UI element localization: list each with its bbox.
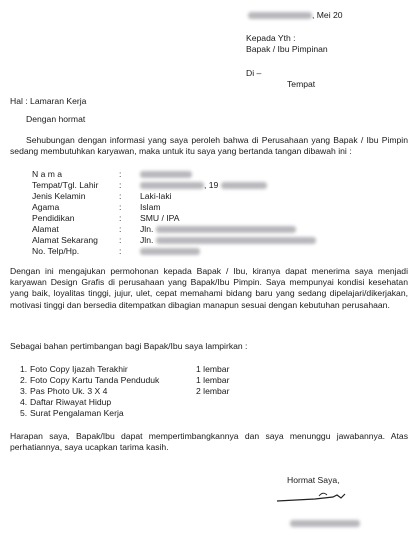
field-value-nama [140, 169, 192, 180]
intro-paragraph: Sehubungan dengan informasi yang saya peroleh bahwa di Perusahaan yang Bapak / Ibu Pimpin sedang membutuhkan karyawan, maka untuk itu saya yang bertanda tangan dibawah ini : [10, 135, 408, 157]
field-colon: : [119, 191, 122, 201]
recipient-di: Di – [246, 68, 262, 78]
field-colon: : [119, 202, 122, 212]
body-paragraph: Dengan ini mengajukan permohonan kepada Bapak / Ibu, kiranya dapat menerima saya menjadi karyawan Design Grafis di perusahaan yang Bapak/Ibu Pimpin. Saya mempunyai kondisi kesehatan yang baik, loyalitas tinggi, jujur, ulet, cepat memahami bidang baru yang sedang dipelajari/dikerjakan, motivasi tinggi dan bersedia ditempatkan dibagian manapun sesuai dengan kebutuhan perusahaan. [10, 266, 408, 310]
field-colon: : [119, 180, 122, 190]
field-colon: : [119, 235, 122, 245]
field-value-alamat-sekarang: Jln. [140, 235, 316, 246]
field-label: Agama [32, 202, 60, 212]
field-label: Tempat/Tgl. Lahir [32, 180, 99, 190]
field-label: Alamat [32, 224, 59, 234]
redacted-birthplace [140, 182, 204, 189]
sign-off: Hormat Saya, [287, 475, 340, 485]
closing-paragraph: Harapan saya, Bapak/Ibu dapat mempertimbangkannya dan saya menunggu jawabannya. Atas perhatiannya, saya ucapkan tarima kasih. [10, 431, 408, 453]
redacted-name [140, 171, 192, 178]
redacted-current-address [156, 237, 316, 244]
redacted-birthdate [221, 182, 267, 189]
redacted-address [156, 226, 296, 233]
field-label: Alamat Sekarang [32, 235, 98, 245]
field-value: Islam [140, 202, 161, 212]
field-value-tempat-lahir: , 19 [140, 180, 267, 191]
date-line [248, 10, 343, 21]
field-value: SMU / IPA [140, 213, 180, 223]
date-text: , Mei 20 [312, 10, 343, 20]
field-value-telp [140, 246, 200, 257]
field-colon: : [119, 169, 122, 179]
redacted-city [248, 12, 312, 19]
attachments-intro: Sebagai bahan pertimbangan bagi Bapak/Ibu saya lampirkan : [10, 341, 248, 351]
field-value: Laki-laki [140, 191, 172, 201]
field-colon: : [119, 213, 122, 223]
subject-line: Hal : Lamaran Kerja [10, 96, 87, 106]
recipient-name: Bapak / Ibu Pimpinan [246, 44, 328, 54]
signature-name [290, 518, 360, 529]
field-label: Jenis Kelamin [32, 191, 86, 201]
field-label: Pendidikan [32, 213, 75, 223]
recipient-kepada: Kepada Yth : [246, 33, 296, 43]
redacted-phone [140, 248, 200, 255]
recipient-tempat: Tempat [287, 79, 316, 89]
salutation: Dengan hormat [26, 114, 86, 124]
field-label: N a m a [32, 169, 63, 179]
redacted-signer-name [290, 520, 360, 527]
field-value-alamat: Jln. [140, 224, 296, 235]
field-label: No. Telp/Hp. [32, 246, 80, 256]
signature-scribble [275, 487, 355, 507]
field-colon: : [119, 246, 122, 256]
field-colon: : [119, 224, 122, 234]
